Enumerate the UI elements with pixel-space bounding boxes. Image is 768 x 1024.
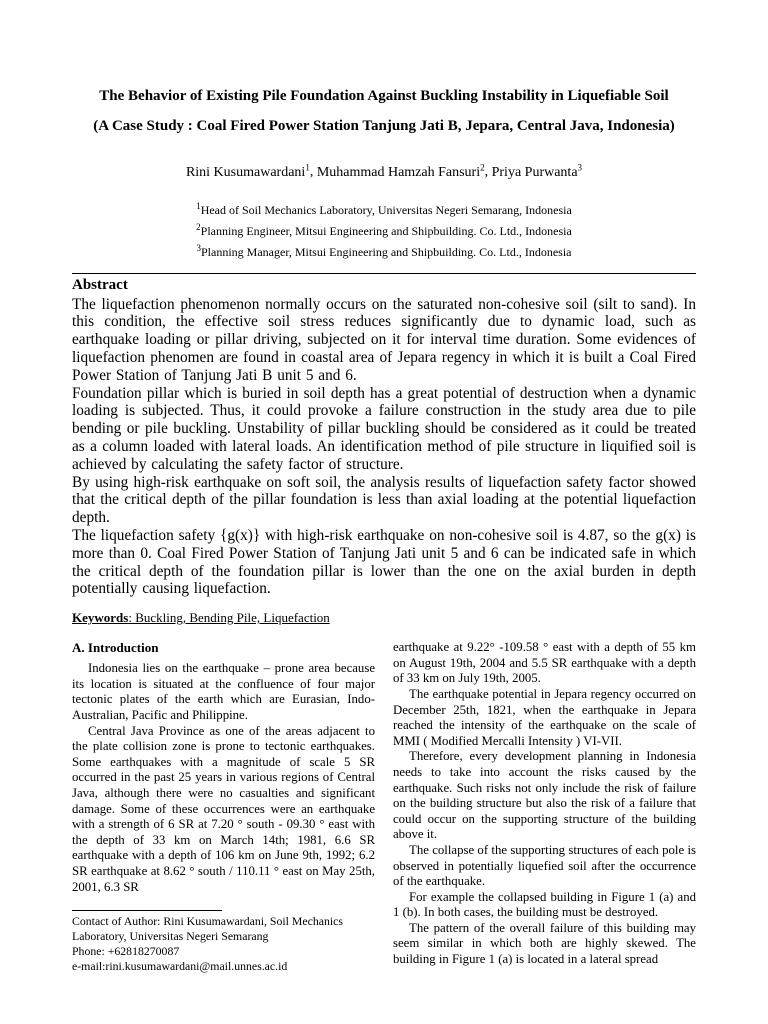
author: Rini Kusumawardani$^1$ [185,162,310,180]
affiliation-line: $^2$Planning Engineer, Mitsui Engineering and Shipbuilding. Co. Ltd., Indonesia [196,221,572,238]
contact-block [72,910,375,974]
contact-block-lines [72,914,375,974]
affiliation-line: $^3$Planning Manager, Mitsui Engineering and Shipbuilding. Co. Ltd., Indonesia [196,242,572,259]
intro-left-paragraphs [72,661,375,895]
keywords-text: : Buckling, Bending Pile, Liquefaction [128,610,330,626]
body-paragraph: The earthquake potential in Jepara regency occurred on December 25th, 1821, when the earthquake in Jepara reached the intensity of the earthquake on the scale of MMI ( Modified Mercalli Intensity ) VI-VII. [393,686,696,748]
column-left [72,640,375,974]
paper-title: The Behavior of Existing Pile Foundation Against Buckling Instability in Liquefiable Soil [99,88,669,104]
body-paragraph: Central Java Province as one of the areas adjacent to the plate collision zone is prone to tectonic earthquakes. Some earthquakes with a magnitude of scale 5 SR occurred in the past 25 years in various regions of Central Java, although there were no casualties and significant damage. Some of these occurrences were an earthquake with a strength of 6 SR at 7.20 ° south - 09.30 ° east with the depth of 33 km on March 14th; 1981, 6.6 SR earthquake with a depth of 106 km on June 9th, 1992; 6.2 SR earthquake at 8.62 ° south / 110.11 ° east on May 25th, 2001, 6.3 SR [72,723,375,894]
affiliations [72,198,696,261]
abstract-paragraph: By using high-risk earthquake on soft soil, the analysis results of liquefaction safety factor showed that the critical depth of the pillar foundation is less than axial loading at the potential liquefaction depth. [72,473,696,527]
paper-subtitle: (A Case Study : Coal Fired Power Station Tanjung Jati B, Jepara, Central Java, Indonesia) [93,118,675,134]
abstract-paragraph: The liquefaction phenomenon normally occurs on the saturated non-cohesive soil (silt to sand). In this condition, the effective soil stress reduces significantly due to dynamic load, such as earthquake loading or pillar driving, subjected on it for interval time duration. Some evidences of liquefaction phenomen are found in coastal area of Jepara regency in which it is built a Coal Fired Power Station of Tanjung Jati B unit 5 and 6. [72,295,696,384]
body-paragraph: Therefore, every development planning in Indonesia needs to take into account the risks caused by the earthquake. Such risks not only include the risk of failure on the building structure but also the risk of a failure that could occur on the supporting structure of the building above it. [393,749,696,842]
intro-right-paragraphs [393,640,696,967]
body-paragraph: The collapse of the supporting structures of each pole is observed in potentially liquefied soil after the occurrence of the earthquake. [393,842,696,889]
authors-line: Rini Kusumawardani$^1$, Muhammad Hamzah Fansuri$^2$, Priya Purwanta$^3$ [185,162,583,180]
abstract-paragraph: Foundation pillar which is buried in soil depth has a great potential of destruction when a dynamic loading is subjected. Thus, it could provoke a failure construction in the study area due to pile bending or pile buckling. Unstability of pillar buckling should be considered as it could be treated as a column loaded with lateral loads. An identification method of pile structure in liquified soil is achieved by calculating the safety factor of structure. [72,384,696,473]
affiliation-superscript: 1 [196,200,201,211]
header-divider [72,273,696,274]
contact-line: Phone: +62818270087 [72,944,180,959]
contact-line: Contact of Author: Rini Kusumawardani, Soil Mechanics Laboratory, Universitas Negeri Semarang [72,914,343,944]
keywords-line [72,610,696,626]
abstract-body [72,296,696,599]
affiliation-superscript: 2 [196,221,201,232]
affiliation-superscript: 3 [196,242,201,253]
author-superscript: 3 [577,162,583,172]
author-superscript: 1 [305,162,310,172]
body-paragraph: The pattern of the overall failure of this building may seem similar in which both are highly skewed. The building in Figure 1 (a) is located in a lateral spread [393,920,696,967]
contact-divider [72,910,222,911]
two-column-body [72,640,696,974]
keywords-label: Keywords [72,610,129,626]
contact-line: e-mail:rini.kusumawardani@mail.unnes.ac.id [72,959,288,974]
body-paragraph: For example the collapsed building in Figure 1 (a) and 1 (b). In both cases, the building must be destroyed. [393,889,696,920]
body-paragraph: Indonesia lies on the earthquake – prone area because its location is situated at the confluence of four major tectonic plates of the earth which are Eurasian, Indo-Australian, Pacific and Philippine. [72,661,375,722]
section-heading-introduction: A. Introduction [72,640,159,656]
abstract-paragraph: The liquefaction safety {g(x)} with high-risk earthquake on non-cohesive soil is 4.87, so the g(x) is more than 0. Coal Fired Power Station of Tanjung Jati unit 5 and 6 can be indicated safe in which the critical depth of the foundation pillar is lower than the one on the axial burden in depth potentially causing liquefaction. [72,527,696,598]
author: Priya Purwanta$^3$ [491,162,583,180]
abstract-heading: Abstract [72,276,128,293]
body-paragraph: earthquake at 9.22° -109.58 ° east with a depth of 55 km on August 19th, 2004 and 5.5 SR earthquake with a depth of 33 km on July 19th, 2005. [393,640,696,686]
column-right [393,640,696,974]
affiliation-line: $^1$Head of Soil Mechanics Laboratory, Universitas Negeri Semarang, Indonesia [196,200,572,217]
author: Muhammad Hamzah Fansuri$^2$ [316,162,485,180]
author-superscript: 2 [480,162,485,172]
